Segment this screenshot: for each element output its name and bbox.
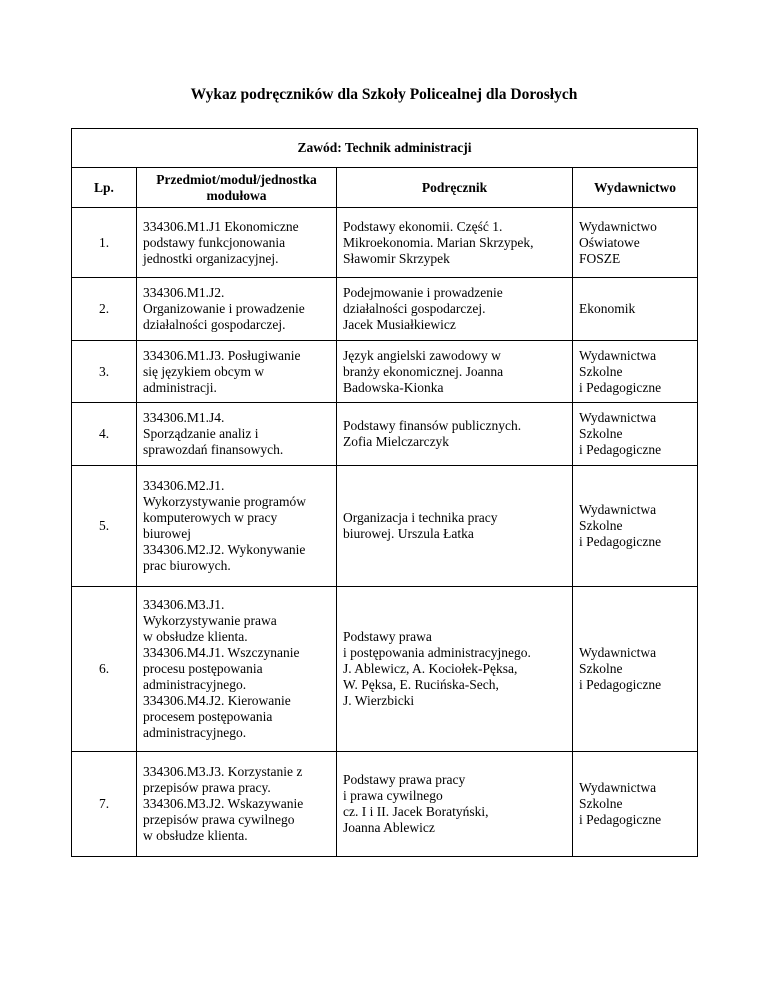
textbook-cell: Podstawy prawa i postępowania administracyjnego. J. Ablewicz, A. Kociołek-Pęksa, W. Pęksa, E. Rucińska-Sech, J. Wierzbicki	[337, 587, 573, 752]
table-row	[72, 208, 698, 278]
header-subject: Przedmiot/moduł/jednostka modułowa	[137, 168, 337, 208]
textbook-cell: Język angielski zawodowy w branży ekonomicznej. Joanna Badowska-Kionka	[337, 341, 573, 403]
header-textbook: Podręcznik	[337, 168, 573, 208]
table-header-row	[72, 168, 698, 208]
row-number: 3.	[72, 341, 137, 403]
publisher-cell: Wydawnictwo Oświatowe FOSZE	[573, 208, 698, 278]
subject-cell: 334306.M2.J1. Wykorzystywanie programów komputerowych w pracy biurowej 334306.M2.J2. Wykonywanie prac biurowych.	[137, 466, 337, 587]
table-row	[72, 278, 698, 341]
subject-cell: 334306.M1.J1 Ekonomiczne podstawy funkcjonowania jednostki organizacyjnej.	[137, 208, 337, 278]
row-number: 1.	[72, 208, 137, 278]
textbook-cell: Podejmowanie i prowadzenie działalności gospodarczej. Jacek Musiałkiewicz	[337, 278, 573, 341]
publisher-cell: Wydawnictwa Szkolne i Pedagogiczne	[573, 752, 698, 857]
subject-cell: 334306.M1.J2. Organizowanie i prowadzenie działalności gospodarczej.	[137, 278, 337, 341]
table-row	[72, 341, 698, 403]
table-row	[72, 466, 698, 587]
subject-cell: 334306.M1.J3. Posługiwanie się językiem obcym w administracji.	[137, 341, 337, 403]
header-lp: Lp.	[72, 168, 137, 208]
header-publisher: Wydawnictwo	[573, 168, 698, 208]
textbook-cell: Podstawy prawa pracy i prawa cywilnego cz. I i II. Jacek Boratyński, Joanna Ablewicz	[337, 752, 573, 857]
table-row	[72, 403, 698, 466]
subject-cell: 334306.M1.J4. Sporządzanie analiz i sprawozdań finansowych.	[137, 403, 337, 466]
textbook-cell: Organizacja i technika pracy biurowej. Urszula Łatka	[337, 466, 573, 587]
publisher-cell: Wydawnictwa Szkolne i Pedagogiczne	[573, 587, 698, 752]
textbook-table	[71, 128, 698, 857]
textbook-cell: Podstawy ekonomii. Część 1. Mikroekonomia. Marian Skrzypek, Sławomir Skrzypek	[337, 208, 573, 278]
row-number: 4.	[72, 403, 137, 466]
publisher-cell: Ekonomik	[573, 278, 698, 341]
table-row	[72, 752, 698, 857]
row-number: 7.	[72, 752, 137, 857]
subject-cell: 334306.M3.J3. Korzystanie z przepisów prawa pracy. 334306.M3.J2. Wskazywanie przepisów prawa cywilnego w obsłudze klienta.	[137, 752, 337, 857]
textbook-cell: Podstawy finansów publicznych. Zofia Mielczarczyk	[337, 403, 573, 466]
row-number: 6.	[72, 587, 137, 752]
table-row	[72, 587, 698, 752]
occupation-heading: Zawód: Technik administracji	[72, 129, 698, 168]
document-title: Wykaz podręczników dla Szkoły Policealnej dla Dorosłych	[190, 86, 578, 103]
row-number: 5.	[72, 466, 137, 587]
row-number: 2.	[72, 278, 137, 341]
subject-cell: 334306.M3.J1. Wykorzystywanie prawa w obsłudze klienta. 334306.M4.J1. Wszczynanie procesu postępowania administracyjnego. 334306.M4.J2. Kierowanie procesem postępowania administracyjnego.	[137, 587, 337, 752]
publisher-cell: Wydawnictwa Szkolne i Pedagogiczne	[573, 466, 698, 587]
publisher-cell: Wydawnictwa Szkolne i Pedagogiczne	[573, 403, 698, 466]
publisher-cell: Wydawnictwa Szkolne i Pedagogiczne	[573, 341, 698, 403]
